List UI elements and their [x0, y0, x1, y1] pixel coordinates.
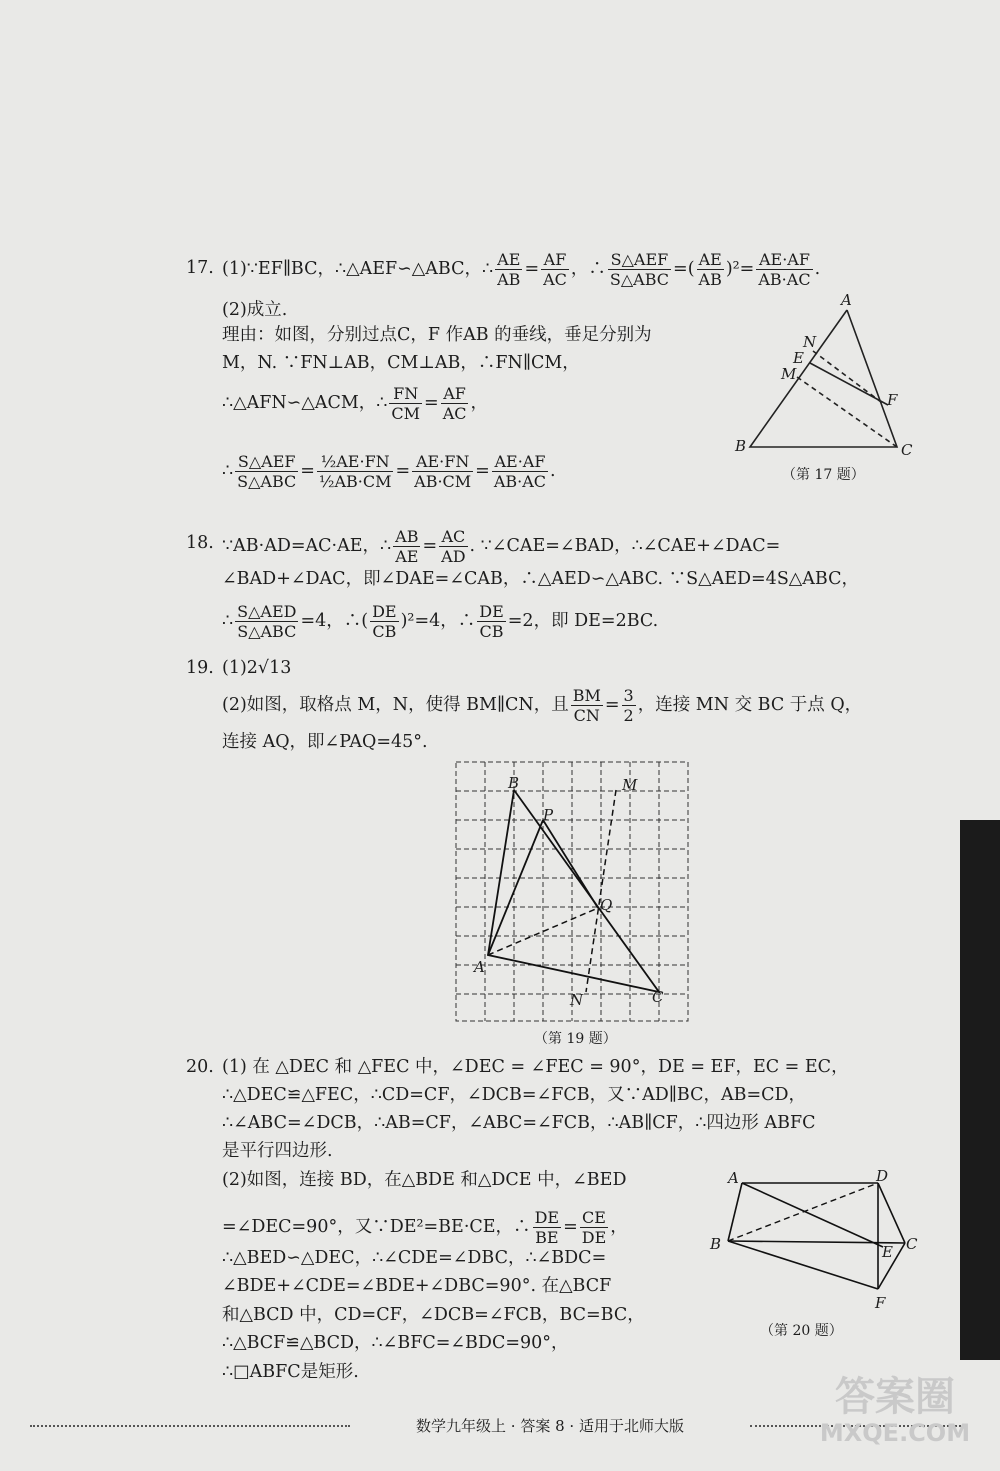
- q20-line-5: (2)如图，连接 BD，在△BDE 和△DCE 中，∠BED: [222, 1170, 627, 1190]
- q17-frac: $\frac{\text{S△AEF}}{\text{S△ABC}}$: [237, 452, 297, 491]
- q20-number: 20.: [186, 1057, 214, 1077]
- label-n: N: [570, 991, 584, 1009]
- q20-line-2: ∴△DEC≌△FEC，∴CD=CF，∠DCB=∠FCB，又∵AD∥BC，AB=CD，: [222, 1085, 807, 1105]
- scan-shadow: [960, 820, 1000, 1360]
- q20-line-7: ∴△BED∽△DEC，∴∠CDE=∠DBC，∴∠BDC=: [222, 1248, 607, 1268]
- q18-number: 18.: [186, 533, 214, 553]
- q17-line-3: 理由：如图，分别过点C，F 作AB 的垂线，垂足分别为: [222, 325, 652, 345]
- q19-figure: [440, 750, 710, 1025]
- q17-frac: $\frac{FN}{CM}$: [391, 384, 421, 423]
- q18-line-1: ∵AB·AD=AC·AE，∴ $\frac{AB}{AE}$ = $\frac{AC}{AD}$ . ∵∠CAE=∠BAD，∴∠CAE+∠DAC=: [222, 527, 781, 566]
- q18-line-2: ∠BAD+∠DAC，即∠DAE=∠CAB，∴△AED∽△ABC. ∵S△AED=4S△ABC，: [222, 569, 859, 589]
- label-p: P: [543, 806, 554, 824]
- segment-pq: [543, 820, 598, 908]
- q17-frac: $\frac{AF}{AC}$: [543, 250, 567, 289]
- q20-line-8: ∠BDE+∠CDE=∠BDE+∠DBC=90°. 在△BCF: [222, 1276, 612, 1296]
- q17-frac: $\frac{AE}{AB}$: [698, 250, 722, 289]
- label-q: Q: [600, 896, 613, 914]
- triangle-abc: [750, 310, 897, 447]
- q18-frac: $\frac{AB}{AE}$: [395, 527, 419, 566]
- segment-bf: [728, 1241, 878, 1289]
- footer-rule-left: [30, 1425, 350, 1427]
- q17-frac: $\frac{AE}{AB}$: [497, 250, 521, 289]
- q20-frac: $\frac{DE}{BE}$: [534, 1208, 560, 1247]
- q17-frac: $\frac{AE\cdot FN}{AB\cdot CM}$: [414, 452, 472, 491]
- q19-caption: （第 19 题）: [534, 1031, 617, 1047]
- q19-line-2: (2)如图，取格点 M，N，使得 BM∥CN，且 $\frac{BM}{CN}$ = $\frac{3}{2}$ ，连接 MN 交 BC 于点 Q，: [222, 686, 863, 725]
- page-footer: 数学九年级上 · 答案 8 · 适用于北师大版: [416, 1417, 684, 1435]
- q20-line-9: 和△BCD 中，CD=CF，∠DCB=∠FCB，BC=BC，: [222, 1305, 645, 1325]
- q17-frac: $\frac{AE\cdot AF}{AB\cdot AC}$: [758, 250, 811, 289]
- q19-frac: $\frac{3}{2}$: [623, 686, 634, 725]
- q17-line-4: M，N. ∵FN⊥AB，CM⊥AB，∴FN∥CM，: [222, 353, 580, 373]
- q17-frac: $\frac{AE\cdot AF}{AB\cdot AC}$: [493, 452, 547, 491]
- label-c: C: [652, 988, 664, 1006]
- label-f: F: [875, 1294, 886, 1312]
- segment-ef: [810, 363, 888, 405]
- q17-number: 17.: [186, 258, 214, 278]
- segment-cm: [797, 377, 897, 447]
- q18-frac: $\frac{DE}{CB}$: [479, 602, 504, 641]
- q19-frac: $\frac{BM}{CN}$: [572, 686, 601, 725]
- segment-dc: [878, 1183, 905, 1243]
- q20-figure: [700, 1165, 930, 1315]
- q19-number: 19.: [186, 658, 214, 678]
- q17-line-5: ∴△AFN∽△ACM，∴ $\frac{FN}{CM}$ = $\frac{AF}{AC}$ ，: [222, 384, 488, 423]
- label-b: B: [710, 1235, 722, 1253]
- segment-ae: [742, 1183, 883, 1247]
- q17-frac: $\frac{\text{S△AEF}}{\text{S△ABC}}$: [609, 250, 670, 289]
- label-m: M: [622, 776, 638, 794]
- q18-frac: $\frac{AC}{AD}$: [441, 527, 466, 566]
- label-n: N: [803, 333, 817, 351]
- label-b: B: [735, 437, 747, 455]
- q20-line-11: ∴□ABFC是矩形.: [222, 1362, 359, 1382]
- q20-line-4: 是平行四边形.: [222, 1141, 333, 1161]
- q19-line-1: (1)2√13: [222, 658, 292, 678]
- watermark-logo: 答案圈 MXQE.COM: [819, 1374, 971, 1447]
- q20-line-6: =∠DEC=90°，又∵DE²=BE·CE，∴ $\frac{DE}{BE}$ = $\frac{CE}{DE}$ ，: [222, 1208, 628, 1247]
- label-c: C: [901, 441, 913, 459]
- q18-frac: $\frac{DE}{CB}$: [372, 602, 397, 641]
- label-b: B: [508, 774, 520, 792]
- q17-frac: $\frac{AF}{AC}$: [442, 384, 467, 423]
- q18-frac: $\frac{\text{S△AED}}{\text{S△ABC}}$: [237, 602, 297, 641]
- segment-bd: [728, 1183, 878, 1241]
- q17-caption: （第 17 题）: [782, 467, 865, 483]
- q18-line-3: ∴ $\frac{\text{S△AED}}{\text{S△ABC}}$ =4，∴( $\frac{DE}{CB}$ )²=4，∴ $\frac{DE}{CB}$ =2，即 DE=2BC.: [222, 602, 659, 641]
- label-a: A: [728, 1169, 739, 1187]
- q20-frac: $\frac{CE}{DE}$: [581, 1208, 607, 1247]
- segment-fn: [813, 351, 885, 405]
- segment-ab: [728, 1183, 742, 1241]
- q20-line-3: ∴∠ABC=∠DCB，∴AB=CF，∠ABC=∠FCB，∴AB∥CF，∴四边形 ABFC: [222, 1113, 816, 1133]
- label-a: A: [474, 958, 485, 976]
- q17-line-2: (2)成立.: [222, 300, 288, 320]
- label-m: M: [781, 365, 797, 383]
- grid: [456, 762, 688, 1021]
- q17-line-6: ∴ $\frac{\text{S△AEF}}{\text{S△ABC}}$ = $\frac{\text{½AE·FN}}{\text{½AB·CM}}$ = $\frac{AE\cdot FN}{AB\cdot CM}$ = $\frac{AE\cdot AF}{AB\cdot AC}$ .: [222, 452, 556, 491]
- q20-line-1: (1) 在 △DEC 和 △FEC 中，∠DEC = ∠FEC = 90°，DE = EF，EC = EC，: [222, 1057, 849, 1077]
- label-f: F: [887, 391, 898, 409]
- q19-line-3: 连接 AQ，即∠PAQ=45°.: [222, 732, 428, 752]
- label-e: E: [882, 1243, 893, 1261]
- q20-line-10: ∴△BCF≌△BCD，∴∠BFC=∠BDC=90°，: [222, 1333, 569, 1353]
- label-e: E: [793, 349, 804, 367]
- q17-figure: [725, 285, 925, 465]
- label-c: C: [906, 1235, 918, 1253]
- label-a: A: [841, 291, 852, 309]
- q20-caption: （第 20 题）: [760, 1323, 843, 1339]
- q17-frac: $\frac{\text{½AE·FN}}{\text{½AB·CM}}$: [318, 452, 392, 491]
- q17-line-1: (1)∵EF∥BC，∴△AEF∽△ABC，∴ $\frac{AE}{AB}$ = $\frac{AF}{AC}$ ，∴ $\frac{\text{S△AEF}}{\text{S△ABC}}$ =( $\frac{AE}{AB}$ )²= $\frac{AE\cdot AF}{AB\cdot AC}$ .: [222, 250, 821, 289]
- label-d: D: [876, 1167, 889, 1185]
